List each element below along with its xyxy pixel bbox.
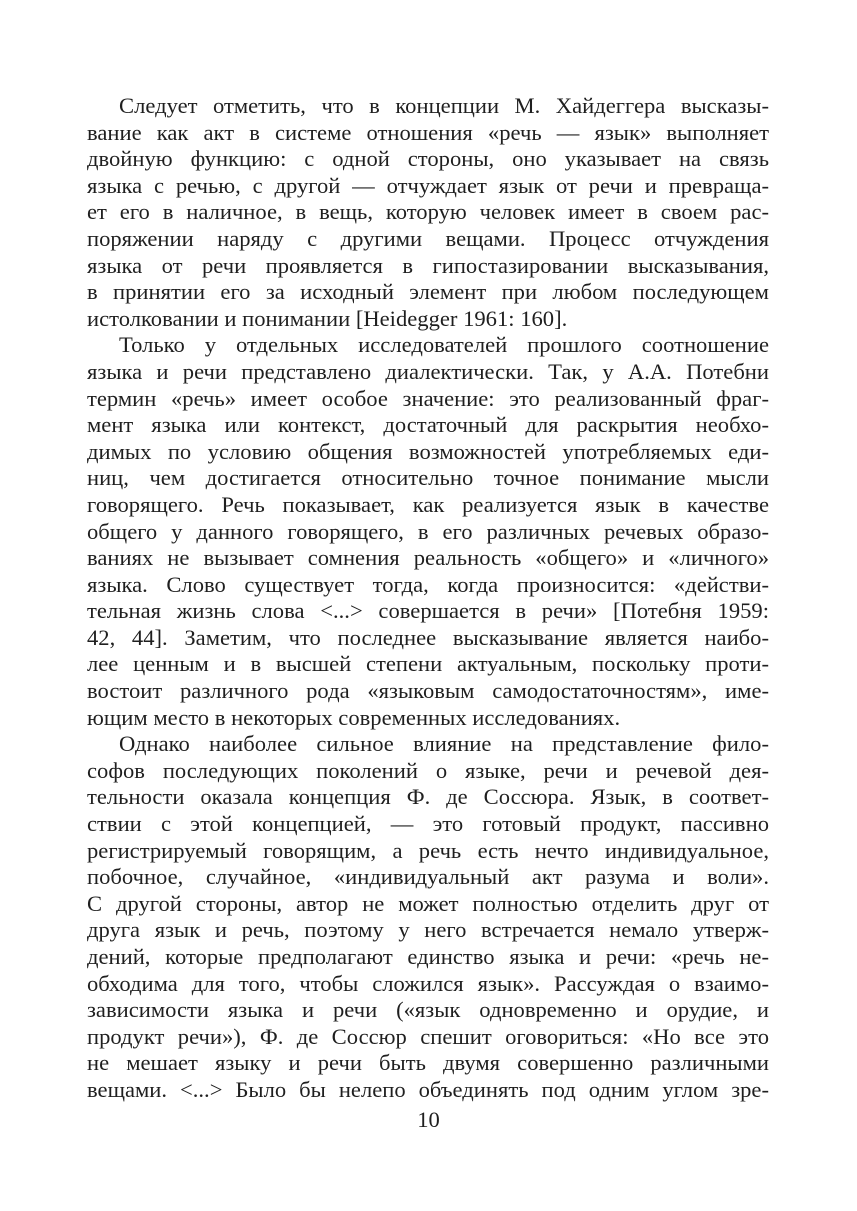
text-line: ниц, чем достигается относительно точное понимание мысли	[87, 465, 769, 491]
text-line: не мешает языку и речи быть двумя совершенно различными	[87, 1050, 769, 1076]
text-line: регистрируемый говорящим, а речь есть нечто индивидуальное,	[87, 837, 769, 863]
text-line: ваниях не вызывает сомнения реальность «общего» и «личного»	[87, 545, 769, 571]
text-line: друга язык и речь, поэтому у него встречается немало утверж-	[87, 917, 769, 943]
text-line: С другой стороны, автор не может полностью отделить друг от	[87, 890, 769, 916]
text-line: востоит различного рода «языковым самодостаточностям», име-	[87, 678, 769, 704]
page-body	[87, 93, 769, 1104]
text-line: двойную функцию: с одной стороны, оно указывает на связь	[87, 146, 769, 172]
text-line: ет его в наличное, в вещь, которую человек имеет в своем рас-	[87, 199, 769, 225]
text-line: ющим место в некоторых современных исследованиях.	[87, 704, 621, 730]
text-line: поряжении наряду с другими вещами. Процесс отчуждения	[87, 225, 769, 251]
text-line: вание как акт в системе отношения «речь — язык» выполняет	[87, 119, 769, 145]
text-line: мент языка или контекст, достаточный для раскрытия необхо-	[87, 412, 769, 438]
text-line: димых по условию общения возможностей употребляемых еди-	[87, 438, 769, 464]
text-line: Однако наиболее сильное влияние на представление фило-	[119, 731, 769, 757]
text-line: дений, которые предполагают единство языка и речи: «речь не-	[87, 944, 769, 969]
text-line: побочное, случайное, «индивидуальный акт разума и воли».	[87, 864, 769, 890]
text-line: языка и речи представлено диалектически. Так, у А.А. Потебни	[87, 358, 769, 384]
text-line: Только у отдельных исследователей прошлого соотношение	[119, 332, 769, 358]
text-line: продукт речи»), Ф. де Соссюр спешит оговориться: «Но все это	[87, 1023, 769, 1049]
text-line: языка с речью, с другой — отчуждает язык от речи и превраща-	[87, 172, 769, 198]
text-line: общего у данного говорящего, в его различных речевых образо-	[87, 518, 769, 544]
text-line: вещами. <...> Было бы нелепо объединять под одним углом зре-	[87, 1076, 769, 1102]
text-line: ствии с этой концепцией, — это готовый продукт, пассивно	[87, 811, 769, 837]
paragraph-3	[87, 731, 769, 1103]
text-line: обходима для того, чтобы сложился язык». Рассуждая о взаимо-	[87, 970, 769, 996]
text-line: термин «речь» имеет особое значение: это реализованный фраг-	[87, 385, 769, 411]
paragraph-2	[87, 332, 769, 731]
text-line: языка от речи проявляется в гипостазировании высказывания,	[87, 252, 769, 278]
text-line: Следует отметить, что в концепции М. Хайдеггера высказы-	[119, 93, 769, 118]
text-line: тельная жизнь слова <...> совершается в речи» [Потебня 1959:	[87, 598, 769, 624]
text-line: зависимости языка и речи («язык одновременно и орудие, и	[87, 997, 769, 1023]
text-line: говорящего. Речь показывает, как реализуется язык в качестве	[87, 491, 769, 517]
text-line: лее ценным и в высшей степени актуальным, поскольку проти-	[87, 651, 769, 677]
paragraph-1	[87, 93, 769, 332]
text-line: истолковании и понимании [Heidegger 1961: 160].	[87, 305, 568, 331]
text-line: софов последующих поколений о языке, речи и речевой дея-	[87, 757, 769, 783]
page-number: 10	[417, 1107, 440, 1132]
text-line: 42, 44]. Заметим, что последнее высказывание является наибо-	[87, 624, 769, 650]
text-line: в принятии его за исходный элемент при любом последующем	[87, 279, 769, 305]
text-line: тельности оказала концепция Ф. де Соссюра. Язык, в соответ-	[87, 784, 769, 810]
text-line: языка. Слово существует тогда, когда произносится: «действи-	[87, 571, 769, 597]
